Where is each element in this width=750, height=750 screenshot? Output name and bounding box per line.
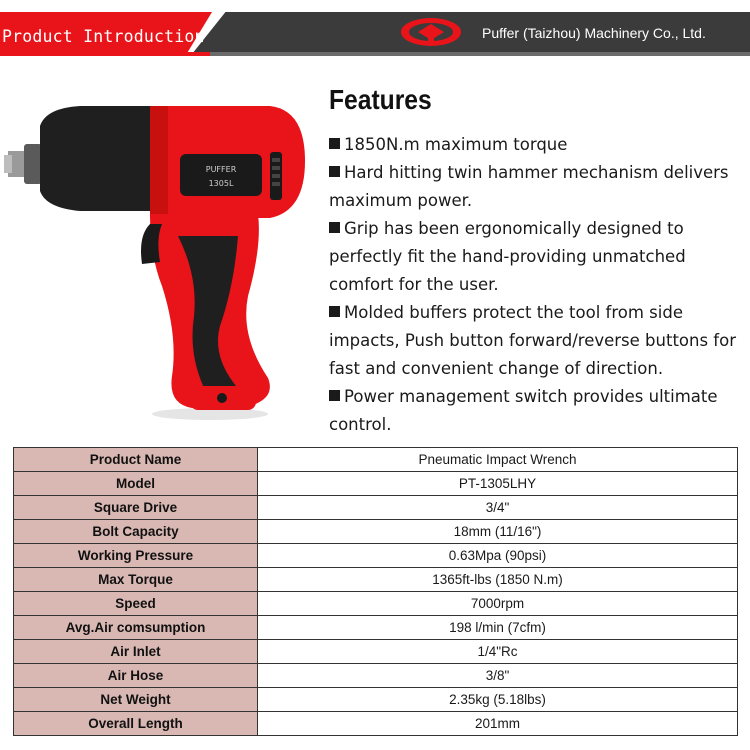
table-row <box>14 664 738 688</box>
square-bullet-icon <box>329 306 340 317</box>
table-row <box>14 448 738 472</box>
feature-text: 1850N.m maximum torque <box>344 135 568 154</box>
feature-item <box>329 131 741 159</box>
table-row <box>14 544 738 568</box>
features-heading: Features <box>329 84 432 115</box>
table-row <box>14 712 738 736</box>
feature-text: Grip has been ergonomically designed to perfectly fit the hand-providing unmatched comfort for the user. <box>329 219 686 294</box>
puffer-logo-icon <box>400 16 462 48</box>
square-bullet-icon <box>329 166 340 177</box>
feature-item <box>329 159 741 215</box>
table-row <box>14 568 738 592</box>
spec-label: Speed <box>14 592 258 616</box>
spec-value: 198 l/min (7cfm) <box>258 616 738 640</box>
header-banner <box>0 0 750 60</box>
spec-value: 1365ft-lbs (1850 N.m) <box>258 568 738 592</box>
impact-wrench-image <box>0 86 320 426</box>
spec-label: Max Torque <box>14 568 258 592</box>
spec-value: 3/4" <box>258 496 738 520</box>
header-stripe <box>0 52 750 56</box>
company-name: Puffer (Taizhou) Machinery Co., Ltd. <box>482 25 706 41</box>
spec-value: 7000rpm <box>258 592 738 616</box>
table-row <box>14 520 738 544</box>
feature-text: Power management switch provides ultimate control. <box>329 387 718 434</box>
feature-item <box>329 383 741 439</box>
square-bullet-icon <box>329 222 340 233</box>
spec-value: PT-1305LHY <box>258 472 738 496</box>
wrench-brand-code: 1305L <box>208 179 234 188</box>
spec-value: 1/4"Rc <box>258 640 738 664</box>
spec-label: Working Pressure <box>14 544 258 568</box>
page-title: Product Introduction <box>2 27 205 46</box>
spec-value: 18mm (11/16") <box>258 520 738 544</box>
table-row <box>14 616 738 640</box>
spec-label: Air Hose <box>14 664 258 688</box>
spec-label: Overall Length <box>14 712 258 736</box>
spec-value: Pneumatic Impact Wrench <box>258 448 738 472</box>
square-bullet-icon <box>329 390 340 401</box>
spec-label: Net Weight <box>14 688 258 712</box>
table-row <box>14 496 738 520</box>
feature-text: Hard hitting twin hammer mechanism delivers maximum power. <box>329 163 729 210</box>
spec-label: Air Inlet <box>14 640 258 664</box>
spec-label: Model <box>14 472 258 496</box>
spec-label: Product Name <box>14 448 258 472</box>
spec-value: 2.35kg (5.18lbs) <box>258 688 738 712</box>
wrench-brand-mark: PUFFER <box>205 165 237 174</box>
spec-label: Square Drive <box>14 496 258 520</box>
spec-table <box>13 447 738 736</box>
square-bullet-icon <box>329 138 340 149</box>
feature-item <box>329 299 741 383</box>
table-row <box>14 592 738 616</box>
spec-label: Bolt Capacity <box>14 520 258 544</box>
feature-item <box>329 215 741 299</box>
table-row <box>14 640 738 664</box>
table-row <box>14 472 738 496</box>
spec-value: 201mm <box>258 712 738 736</box>
spec-value: 0.63Mpa (90psi) <box>258 544 738 568</box>
table-row <box>14 688 738 712</box>
feature-text: Molded buffers protect the tool from side impacts, Push button forward/reverse buttons for fast and convenient change of direction. <box>329 303 736 378</box>
spec-label: Avg.Air comsumption <box>14 616 258 640</box>
features-list <box>329 131 741 439</box>
spec-value: 3/8" <box>258 664 738 688</box>
